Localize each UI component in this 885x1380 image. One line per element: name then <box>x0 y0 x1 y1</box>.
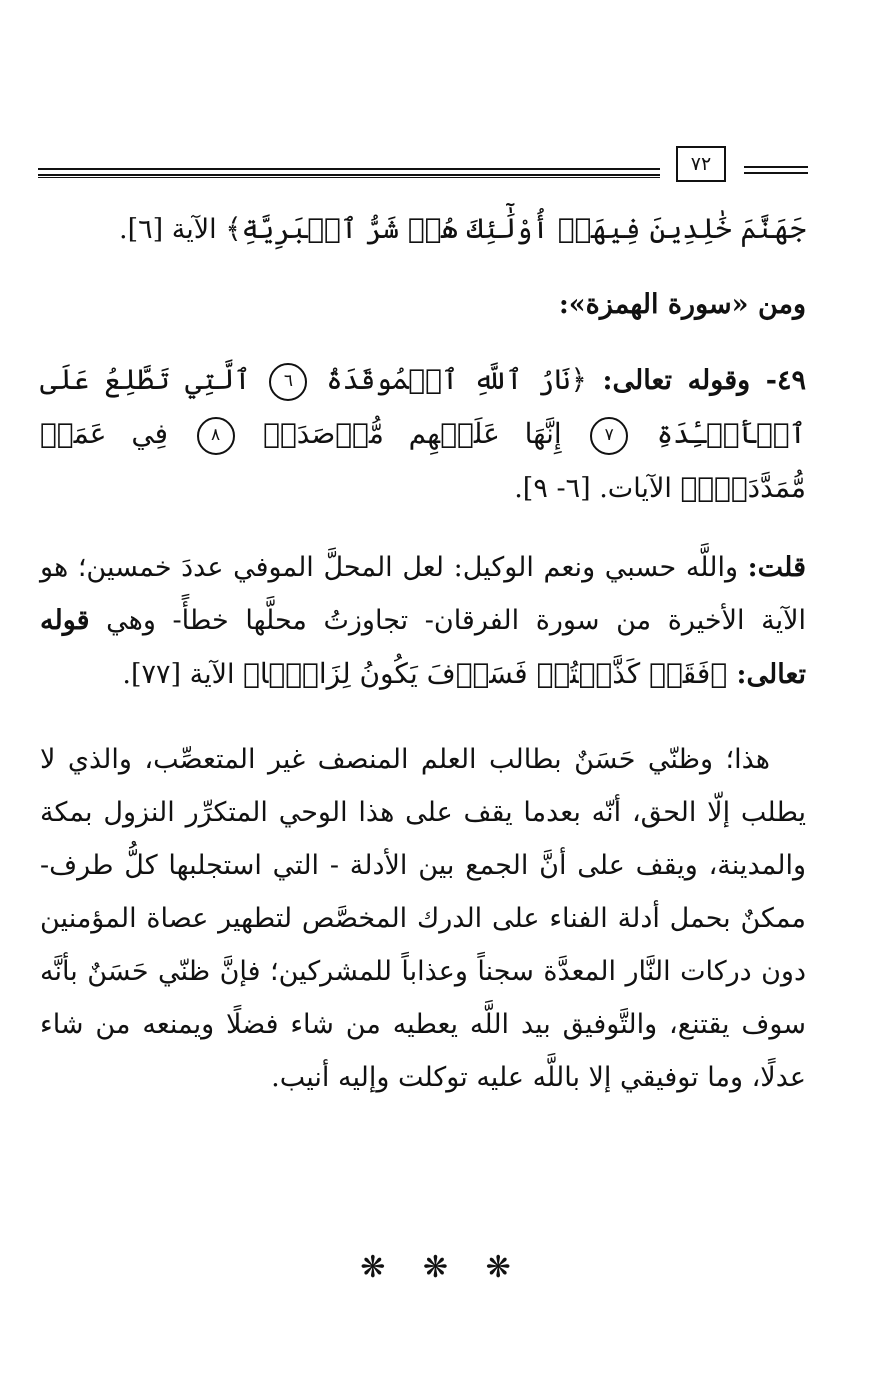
qult-paragraph <box>40 541 806 701</box>
header-rule-short <box>744 166 808 174</box>
item-49 <box>40 353 806 515</box>
item-49-label: ٤٩- وقوله تعالى: <box>586 365 806 396</box>
ayah-reference: الآية [٧٧]. <box>122 659 244 690</box>
quran-text: ﴿نَارُ ٱللَّهِ ٱلۡمُوقَدَةُ <box>326 363 587 396</box>
ayah-reference: الآيات. [٦- ٩]. <box>514 473 681 504</box>
ayah-number-marker: ٧ <box>590 417 628 455</box>
surah-heading: ومن «سورة الهمزة»: <box>558 289 806 320</box>
quran-text: ٱلَّتِي تَطَّلِعُ عَلَى ٱلۡأَفۡـِٔدَةِ <box>40 363 806 450</box>
section-separator: ❋ ❋ ❋ <box>360 1250 525 1285</box>
closing-paragraph: هذا؛ وظنّي حَسَنٌ بطالب العلم المنصف غير المتعصِّب، والذي لا يطلب إلّا الحق، أنّه بعدما يقف على هذا الوحي المتكرِّر النزول بمكة والمدينة، ويقف على أنَّ الجمع بين الأدلة - التي استجلبها كلُّ طرف- ممكنٌ بحمل أدلة الفناء على الدرك المخصَّص لتطهير عصاة المؤمنين دون دركات النَّار المعدَّة سجناً وعذاباً للمشركين؛ فإنَّ ظنّي حَسَنٌ بأنَّه سوف يقتنع، والتَّوفيق بيد اللَّه يعطيه من شاء فضلًا ويمنعه من شاء عدلًا، وما توفيقي إلا باللَّه عليه توكلت وإليه أنيب. <box>40 744 806 1093</box>
ayah-number-marker: ٨ <box>197 417 235 455</box>
page-body <box>40 202 806 1104</box>
ayah-number-marker: ٦ <box>269 363 307 401</box>
qult-text: واللَّه حسبي ونعم الوكيل: لعل المحلَّ الموفي عددَ خمسين؛ هو الآية الأخيرة من سورة الفرقان- تجاوزتُ محلَّها خطأً- وهي <box>40 552 806 636</box>
header-rule-long <box>38 168 660 176</box>
qult-label-2: قوله تعالى: <box>40 605 806 690</box>
quran-text: ﴿فَقَدۡ كَذَّبۡتُمۡ فَسَوۡفَ يَكُونُ لِزَامَۢا﴾ <box>243 657 728 690</box>
page-number: ٧٢ <box>676 146 726 182</box>
quran-text: جَهَنَّمَ خَٰلِدِينَ فِيهَآۚ أُوْلَٰٓئِكَ هُمۡ شَرُّ ٱلۡبَرِيَّةِ﴾ <box>225 212 806 245</box>
ayah-continuation <box>40 202 806 256</box>
quran-text: إِنَّهَا عَلَيۡهِم مُّؤۡصَدَةٞ <box>263 417 562 450</box>
ayah-reference: الآية [٦]. <box>118 214 226 245</box>
qult-label: قلت: <box>747 552 806 583</box>
page-header <box>38 146 808 186</box>
quran-text: فِي عَمَدٖ مُّمَدَّدَةِۭ﴾ <box>40 417 806 504</box>
